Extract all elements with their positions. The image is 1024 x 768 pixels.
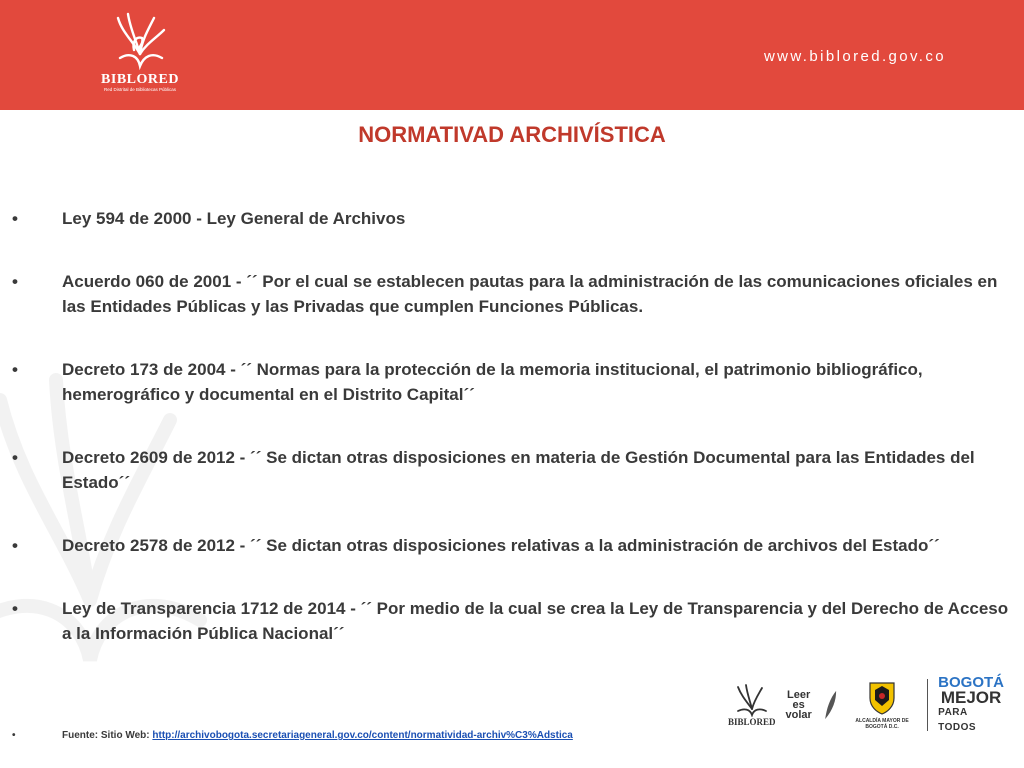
- feather-icon: [822, 685, 838, 725]
- list-item: [12, 269, 1012, 319]
- logo-name: BIBLORED: [101, 72, 179, 87]
- biblored-logo: [92, 10, 188, 104]
- bullet-icon: •: [12, 730, 16, 741]
- alcaldia-logo: [848, 680, 917, 730]
- list-item-text: Decreto 2609 de 2012 - ´´ Se dictan otras disposiciones en materia de Gestión Documental para las Entidades del Estado´´: [62, 448, 975, 492]
- list-item: [12, 445, 1012, 495]
- source-note: [12, 730, 573, 741]
- list-item-text: Decreto 173 de 2004 - ´´ Normas para la protección de la memoria institucional, el patrimonio bibliográfico, hemerográfico y documental en el Distrito Capital´´: [62, 360, 923, 404]
- footer-biblored-name: BIBLORED: [728, 717, 776, 727]
- bullet-icon: •: [12, 448, 18, 467]
- regulation-list: [12, 206, 1012, 684]
- bullet-icon: •: [12, 360, 18, 379]
- book-bird-icon: [112, 10, 168, 72]
- site-url[interactable]: www.biblored.gov.co: [763, 48, 946, 65]
- list-item-text: Ley 594 de 2000 - Ley General de Archivos: [62, 209, 406, 228]
- mejor-word: MEJOR: [940, 688, 1002, 707]
- source-link[interactable]: http://archivobogota.secretariageneral.gov.co/content/normatividad-archiv%C3%Adstica: [152, 730, 573, 741]
- source-label: Fuente: Sitio Web:: [62, 730, 153, 741]
- page-title: NORMATIVAD ARCHIVÍSTICA: [358, 122, 666, 147]
- bullet-icon: •: [12, 272, 18, 291]
- list-item-text: Acuerdo 060 de 2001 - ´´ Por el cual se establecen pautas para la administración de las comunicaciones oficiales en las Entidades Públicas y las Privadas que cumplen Funciones Públicas.: [62, 272, 998, 316]
- book-bird-icon: [734, 683, 770, 717]
- list-item-text: Ley de Transparencia 1712 de 2014 - ´´ Por medio de la cual se crea la Ley de Transparencia y del Derecho de Acceso a la Información Pública Nacional´´: [62, 599, 1009, 643]
- leer-word-3: volar: [785, 709, 812, 721]
- leer-word-2: es: [792, 699, 805, 711]
- bullet-icon: •: [12, 536, 18, 555]
- para-todos-word: PARA TODOS: [938, 707, 977, 733]
- logo-divider: [927, 679, 929, 731]
- alcaldia-name: ALCALDÍA MAYOR DE BOGOTÁ D.C.: [855, 718, 909, 730]
- list-item: [12, 533, 1012, 558]
- list-item: [12, 206, 1012, 231]
- list-item-text: Decreto 2578 de 2012 - ´´ Se dictan otras disposiciones relativas a la administración de archivos del Estado´´: [62, 536, 940, 555]
- bullet-icon: •: [12, 599, 18, 618]
- bogota-word: BOGOTÁ: [938, 674, 1004, 691]
- list-item: [12, 357, 1012, 407]
- bullet-icon: •: [12, 209, 18, 228]
- footer-logos: [728, 672, 1004, 738]
- leer-es-volar-logo: [786, 690, 812, 720]
- logo-subtitle: Red Distrital de Bibliotecas Públicas: [103, 87, 177, 92]
- leer-word-1: Leer: [787, 689, 811, 701]
- footer-biblored-logo: [728, 683, 776, 727]
- coat-of-arms-icon: [867, 680, 897, 716]
- header-banner: [0, 0, 1024, 110]
- list-item: [12, 596, 1012, 646]
- bogota-mejor-logo: [938, 675, 1004, 735]
